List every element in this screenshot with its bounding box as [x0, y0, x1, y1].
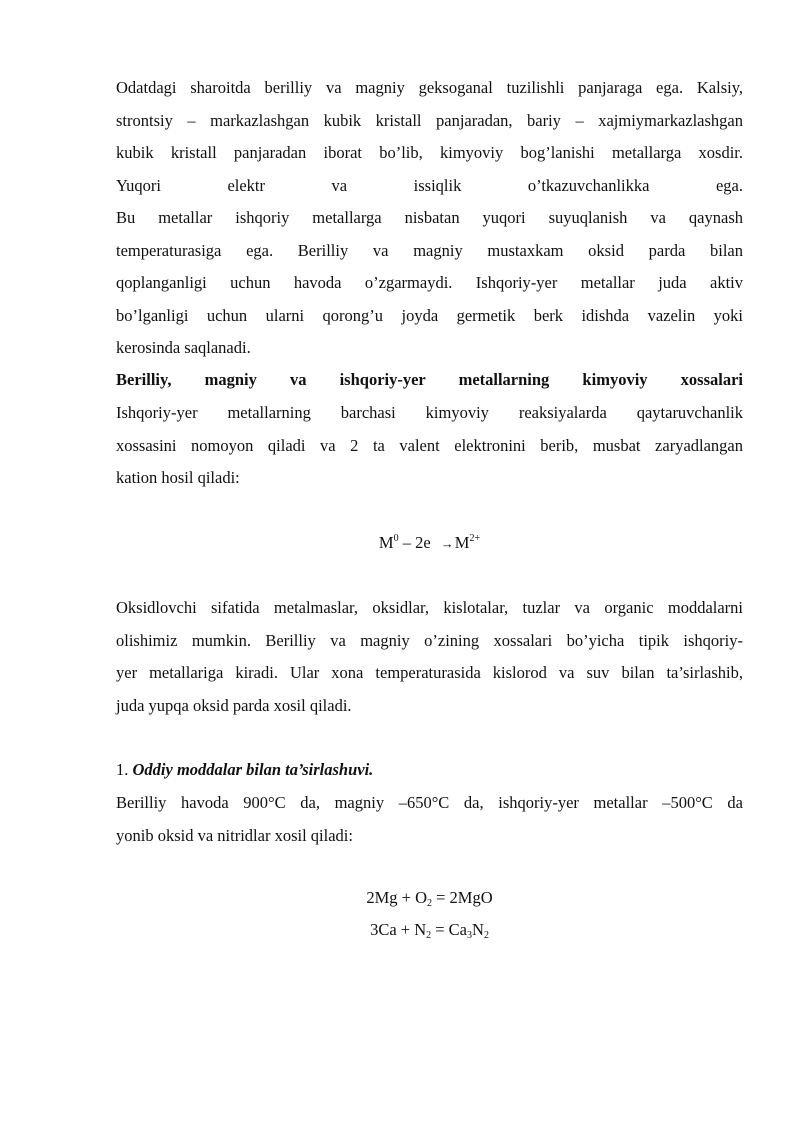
text-line: Yuqori elektr va issiqlik o’tkazuvchanlikka ega. [116, 175, 743, 195]
eq-text: = Ca [431, 920, 468, 939]
text-line: olishimiz mumkin. Berilliy va magniy o’zining xossalari bo’yicha tipik ishqoriy- [116, 630, 743, 650]
text-line: qoplanganligi uchun havoda o’zgarmaydi. Ishqoriy-yer metallar juda aktiv [116, 273, 743, 292]
subsection-title-text: Oddiy moddalar bilan ta’sirlashuvi. [132, 760, 374, 779]
text-line: kation hosil qiladi: [116, 468, 240, 487]
paragraph-reducing [116, 397, 743, 495]
eq-text: 3Ca + N [370, 920, 427, 939]
text-line: Oksidlovchi sifatida metalmaslar, oksidlar, kislotalar, tuzlar va organic moddalarni [116, 598, 743, 617]
equation-ionization [116, 527, 743, 561]
eq-subscript: 2 [426, 930, 432, 941]
equation-magnesium-oxide [116, 882, 743, 915]
subsection-number: 1. [116, 760, 133, 779]
section-heading [116, 364, 743, 397]
eq-subscript: 2 [483, 930, 489, 941]
eq-symbol: M [454, 533, 470, 552]
text-line: strontsiy – markazlashgan kubik kristall panjaradan, bariy – xajmiymarkazlashgan [116, 110, 743, 130]
eq-text: = 2MgO [432, 888, 493, 907]
eq-superscript: 2+ [469, 533, 481, 544]
text-line: Berilliy havoda 900°C da, magniy –650°C da, ishqoriy-yer metallar –500°C da [116, 793, 743, 812]
eq-symbol: M [378, 533, 394, 552]
equation-calcium-nitride [116, 914, 743, 947]
heading-text: Berilliy, magniy va ishqoriy-yer metallarning kimyoviy xossalari [116, 370, 743, 389]
paragraph-combustion [116, 787, 743, 852]
paragraph-oxidizers [116, 592, 743, 722]
eq-text: – 2e [398, 533, 435, 552]
arrow-icon: → [440, 536, 454, 551]
text-line: temperaturasiga ega. Berilliy va magniy mustaxkam oksid parda bilan [116, 240, 743, 260]
subsection-title [116, 754, 743, 787]
text-line: xossasini nomoyon qiladi va 2 ta valent elektronini berib, musbat zaryadlangan [116, 435, 743, 455]
text-line: Ishqoriy-yer metallarning barchasi kimyoviy reaksiyalarda qaytaruvchanlik [116, 403, 743, 422]
text-line: juda yupqa oksid parda xosil qiladi. [116, 695, 352, 715]
text-line: Bu metallar ishqoriy metallarga nisbatan yuqori suyuqlanish va qaynash [116, 208, 743, 227]
eq-text: 2Mg + O [366, 888, 427, 907]
paragraph-structure [116, 72, 743, 202]
text-line: yonib oksid va nitridlar xosil qiladi: [116, 825, 353, 845]
text-line: kerosinda saqlanadi. [116, 338, 251, 357]
text-line: kubik kristall panjaradan iborat bo’lib, kimyoviy bog’lanishi metallarga xosdir. [116, 143, 743, 162]
text-line: bo’lganligi uchun ularni qorong’u joyda germetik berk idishda vazelin yoki [116, 305, 743, 325]
eq-subscript: 3 [467, 930, 473, 941]
eq-subscript: 2 [427, 898, 432, 909]
eq-text: N [472, 920, 484, 939]
text-line: yer metallariga kiradi. Ular xona temperaturasida kislorod va suv bilan ta’sirlashib, [116, 663, 743, 682]
paragraph-melting [116, 202, 743, 365]
eq-superscript: 0 [393, 533, 399, 544]
text-line: Odatdagi sharoitda berilliy va magniy geksoganal tuzilishli panjaraga ega. Kalsiy, [116, 78, 743, 97]
